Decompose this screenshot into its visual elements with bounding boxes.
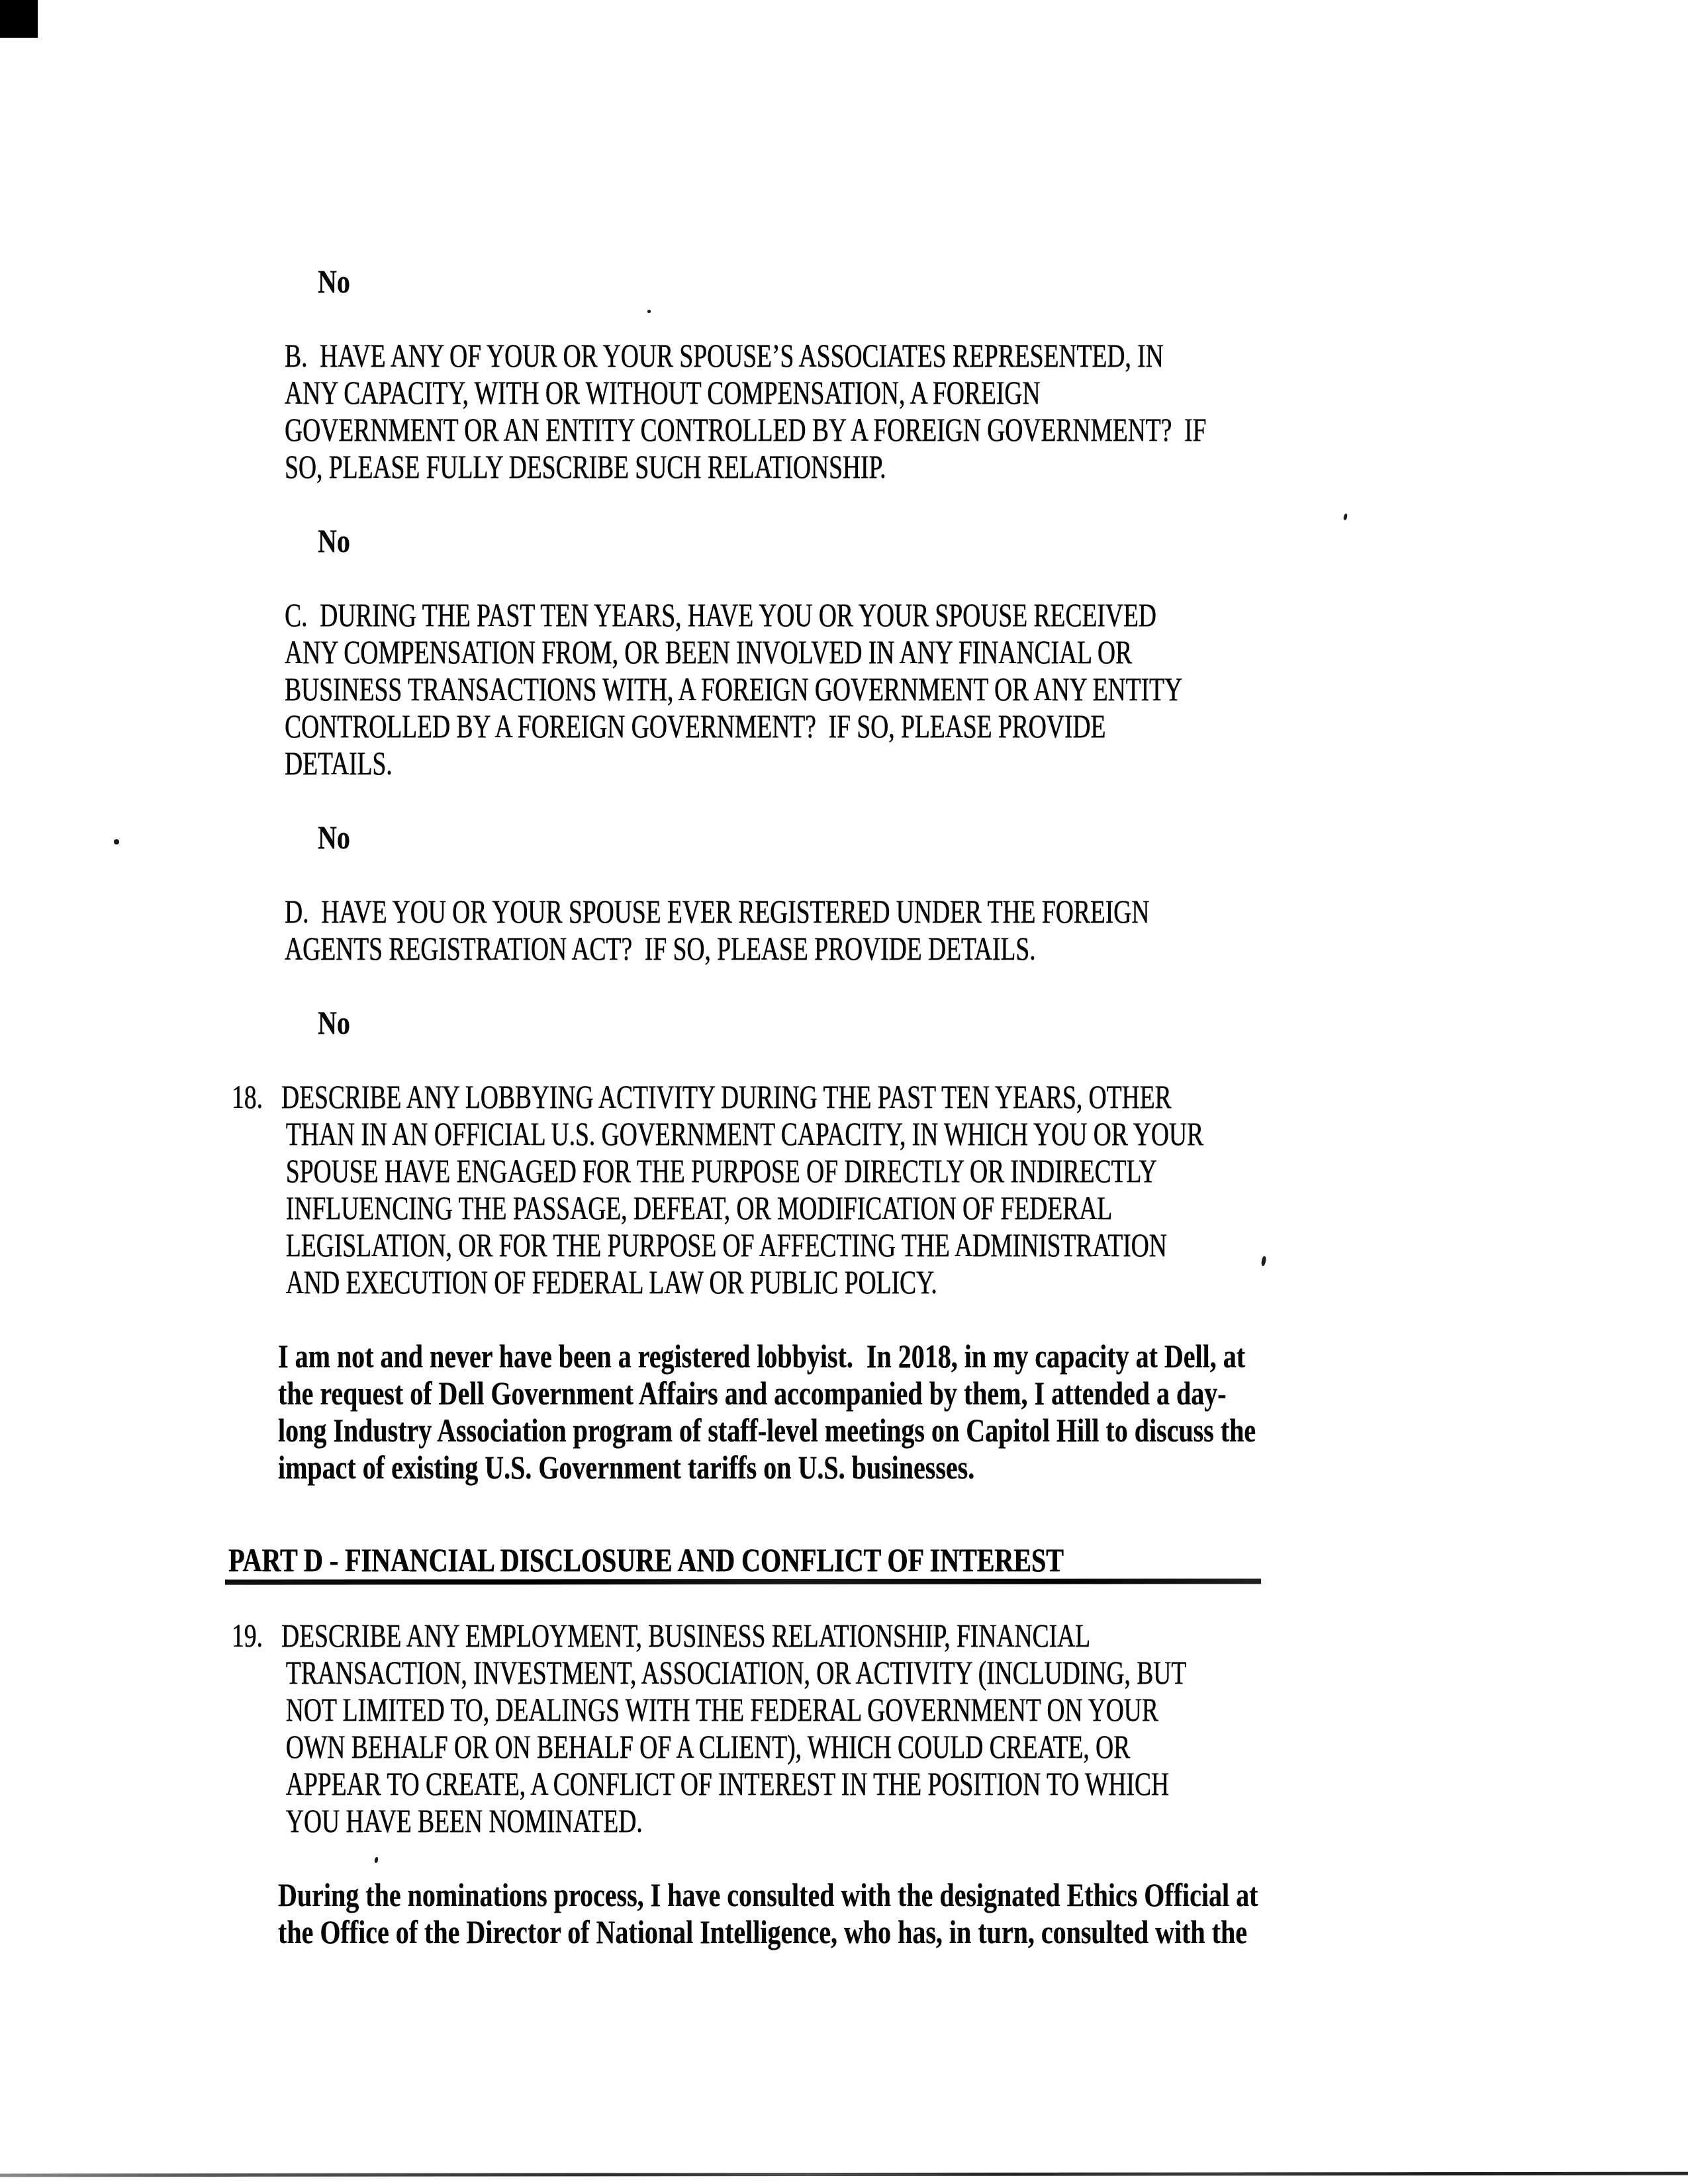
answer-no-text: No [318,263,350,300]
question-c-line: DETAILS. [285,745,393,782]
question-18-line: AND EXECUTION OF FEDERAL LAW OR PUBLIC POLICY. [285,1263,937,1300]
part-d-heading-text: PART D - FINANCIAL DISCLOSURE AND CONFLICT OF INTEREST [228,1541,1064,1578]
question-d-line: D. HAVE YOU OR YOUR SPOUSE EVER REGISTERED UNDER THE FOREIGN [285,893,1150,930]
question-19-line: TRANSACTION, INVESTMENT, ASSOCIATION, OR ACTIVITY (INCLUDING, BUT [285,1654,1187,1691]
answer-19-line: the Office of the Director of National Intelligence, who has, in turn, consulted with the [278,1913,1247,1950]
question-d-line: AGENTS REGISTRATION ACT? IF SO, PLEASE PROVIDE DETAILS. [285,930,1036,967]
question-c [285,596,1182,782]
question-19-line: YOU HAVE BEEN NOMINATED. [285,1802,643,1839]
question-d [285,893,1149,967]
question-b-line: SO, PLEASE FULLY DESCRIBE SUCH RELATIONSHIP. [285,448,886,485]
question-18-line: 18. DESCRIBE ANY LOBBYING ACTIVITY DURING THE PAST TEN YEARS, OTHER [232,1078,1172,1115]
answer-18 [278,1338,1256,1486]
question-19 [232,1617,1186,1839]
question-19-line: OWN BEHALF OR ON BEHALF OF A CLIENT), WHICH COULD CREATE, OR [285,1728,1131,1765]
answer-no-d [318,1004,350,1041]
question-b-line: ANY CAPACITY, WITH OR WITHOUT COMPENSATION, A FOREIGN [285,374,1041,411]
scan-corner-artifact [0,0,38,38]
question-18-line: THAN IN AN OFFICIAL U.S. GOVERNMENT CAPACITY, IN WHICH YOU OR YOUR [285,1115,1203,1152]
answer-no-text: No [318,1004,350,1041]
answer-no-c [318,819,350,856]
question-18-line: INFLUENCING THE PASSAGE, DEFEAT, OR MODIFICATION OF FEDERAL [285,1189,1113,1226]
answer-18-line: long Industry Association program of staff-level meetings on Capitol Hill to discuss the [278,1412,1256,1449]
part-d-heading-underline [225,1578,1261,1584]
question-19-line: NOT LIMITED TO, DEALINGS WITH THE FEDERAL GOVERNMENT ON YOUR [285,1691,1158,1728]
answer-18-line: I am not and never have been a registered lobbyist. In 2018, in my capacity at Dell, at [278,1338,1246,1375]
answer-18-line: impact of existing U.S. Government tariffs on U.S. businesses. [278,1449,975,1486]
question-19-line: 19. DESCRIBE ANY EMPLOYMENT, BUSINESS RELATIONSHIP, FINANCIAL [232,1617,1090,1654]
answer-no-text: No [318,819,350,856]
question-c-line: BUSINESS TRANSACTIONS WITH, A FOREIGN GOVERNMENT OR ANY ENTITY [285,670,1182,707]
scan-speck [374,1857,379,1864]
answer-no-b [318,522,350,559]
answer-19-line: During the nominations process, I have consulted with the designated Ethics Official at [278,1876,1258,1913]
answer-18-line: the request of Dell Government Affairs and accompanied by them, I attended a day- [278,1375,1227,1412]
question-b-line: GOVERNMENT OR AN ENTITY CONTROLLED BY A FOREIGN GOVERNMENT? IF [285,411,1207,448]
question-c-line: ANY COMPENSATION FROM, OR BEEN INVOLVED IN ANY FINANCIAL OR [285,633,1132,670]
question-19-line: APPEAR TO CREATE, A CONFLICT OF INTEREST IN THE POSITION TO WHICH [285,1765,1169,1802]
question-b [285,337,1206,485]
answer-no-a [318,263,350,300]
question-c-line: CONTROLLED BY A FOREIGN GOVERNMENT? IF SO, PLEASE PROVIDE [285,707,1106,745]
question-c-line: C. DURING THE PAST TEN YEARS, HAVE YOU OR YOUR SPOUSE RECEIVED [285,596,1156,633]
answer-19 [278,1876,1258,1950]
question-18-line: SPOUSE HAVE ENGAGED FOR THE PURPOSE OF DIRECTLY OR INDIRECTLY [285,1152,1157,1189]
part-d-heading [228,1541,1064,1578]
answer-no-text: No [318,522,350,559]
scan-speck [114,839,119,844]
scan-speck [1343,514,1348,521]
scan-bottom-edge-line [0,2172,1688,2177]
scan-speck [647,310,651,313]
question-18 [232,1078,1203,1300]
question-b-line: B. HAVE ANY OF YOUR OR YOUR SPOUSE’S ASSOCIATES REPRESENTED, IN [285,337,1164,374]
question-18-line: LEGISLATION, OR FOR THE PURPOSE OF AFFECTING THE ADMINISTRATION [285,1226,1167,1263]
scan-speck [1261,1256,1267,1267]
